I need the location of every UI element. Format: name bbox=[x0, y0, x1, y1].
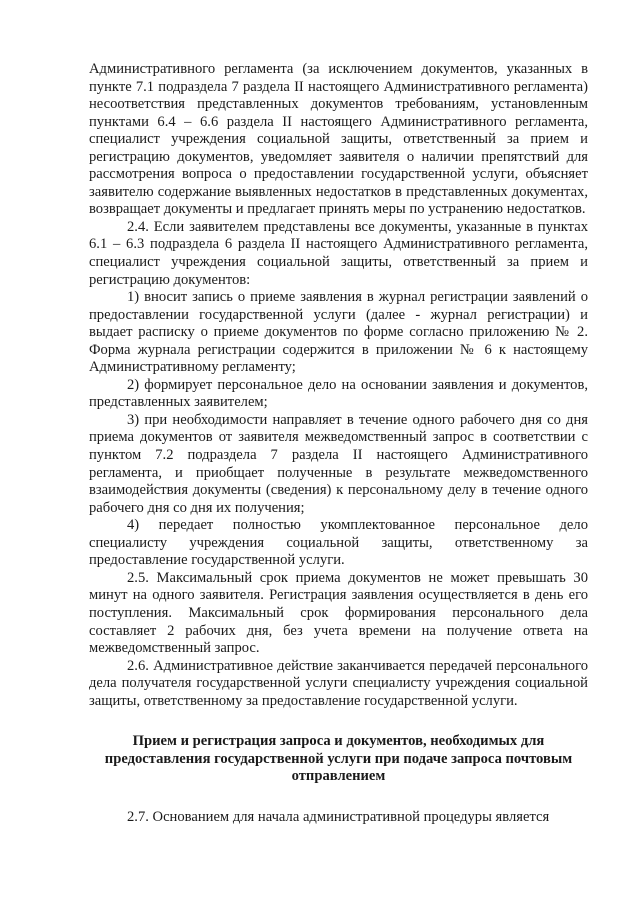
document-page bbox=[89, 61, 588, 826]
list-item-4: 4) передает полностью укомплектованное персональное дело специалисту учреждения социальной защиты, ответственному за предоставление государственной услуги. bbox=[89, 517, 588, 569]
paragraph-2-6: 2.6. Административное действие заканчивается передачей персонального дела получателя государственной услуги специалисту учреждения социальной защиты, ответственному за предоставление государственной услуги. bbox=[89, 657, 588, 709]
section-heading-line: Прием и регистрация запроса и документов, необходимых для bbox=[132, 733, 545, 750]
paragraph-2-5: 2.5. Максимальный срок приема документов не может превышать 30 минут на одного заявителя. Регистрация заявления осуществляется в день его поступления. Максимальный срок формирования персонального дела составляет 2 рабочих дня, без учета времени на получение ответа на межведомственный запрос. bbox=[89, 569, 588, 657]
section-heading-line: отправлением bbox=[291, 768, 386, 785]
list-item-2: 2) формирует персональное дело на основании заявления и документов, представленных заявителем; bbox=[89, 376, 588, 411]
list-item-3: 3) при необходимости направляет в течение одного рабочего дня со дня приема документов от заявителя межведомственный запрос в соответствии с пунктом 7.2 подраздела 7 раздела II настоящего Административного регламента, и приобщает полученные в результате межведомственного взаимодействия документы (сведения) к персональному делу в течение одного рабочего дня со дня их получения; bbox=[89, 411, 588, 516]
section-heading-line: предоставления государственной услуги при подаче запроса почтовым bbox=[104, 750, 573, 767]
list-item-1: 1) вносит запись о приеме заявления в журнал регистрации заявлений о предоставлении государственной услуги (далее - журнал регистрации) и выдает расписку о приеме документов по форме согласно приложению № 2. Форма журнала регистрации содержится в приложении № 6 к настоящему Административному регламенту; bbox=[89, 289, 588, 376]
paragraph-continuation: Административного регламента (за исключением документов, указанных в пункте 7.1 подраздела 7 раздела II настоящего Административного регламента) несоответствия представленных документов требованиям, установленным пунктами 6.4 – 6.6 раздела II настоящего Административного регламента, специалист учреждения социальной защиты, ответственный за прием и регистрацию документов, уведомляет заявителя о наличии препятствий для рассмотрения вопроса о предоставлении государственной услуги, объясняет заявителю содержание выявленных недостатков в представленных документах, возвращает документы и предлагает принять меры по устранению недостатков. bbox=[89, 61, 588, 218]
section-heading bbox=[89, 733, 588, 786]
paragraph-2-4: 2.4. Если заявителем представлены все документы, указанные в пунктах 6.1 – 6.3 подраздела 6 раздела II настоящего Административного регламента, специалист учреждения социальной защиты, ответственный за прием и регистрацию документов: bbox=[89, 218, 588, 288]
paragraph-2-7: 2.7. Основанием для начала административной процедуры является bbox=[127, 808, 550, 825]
